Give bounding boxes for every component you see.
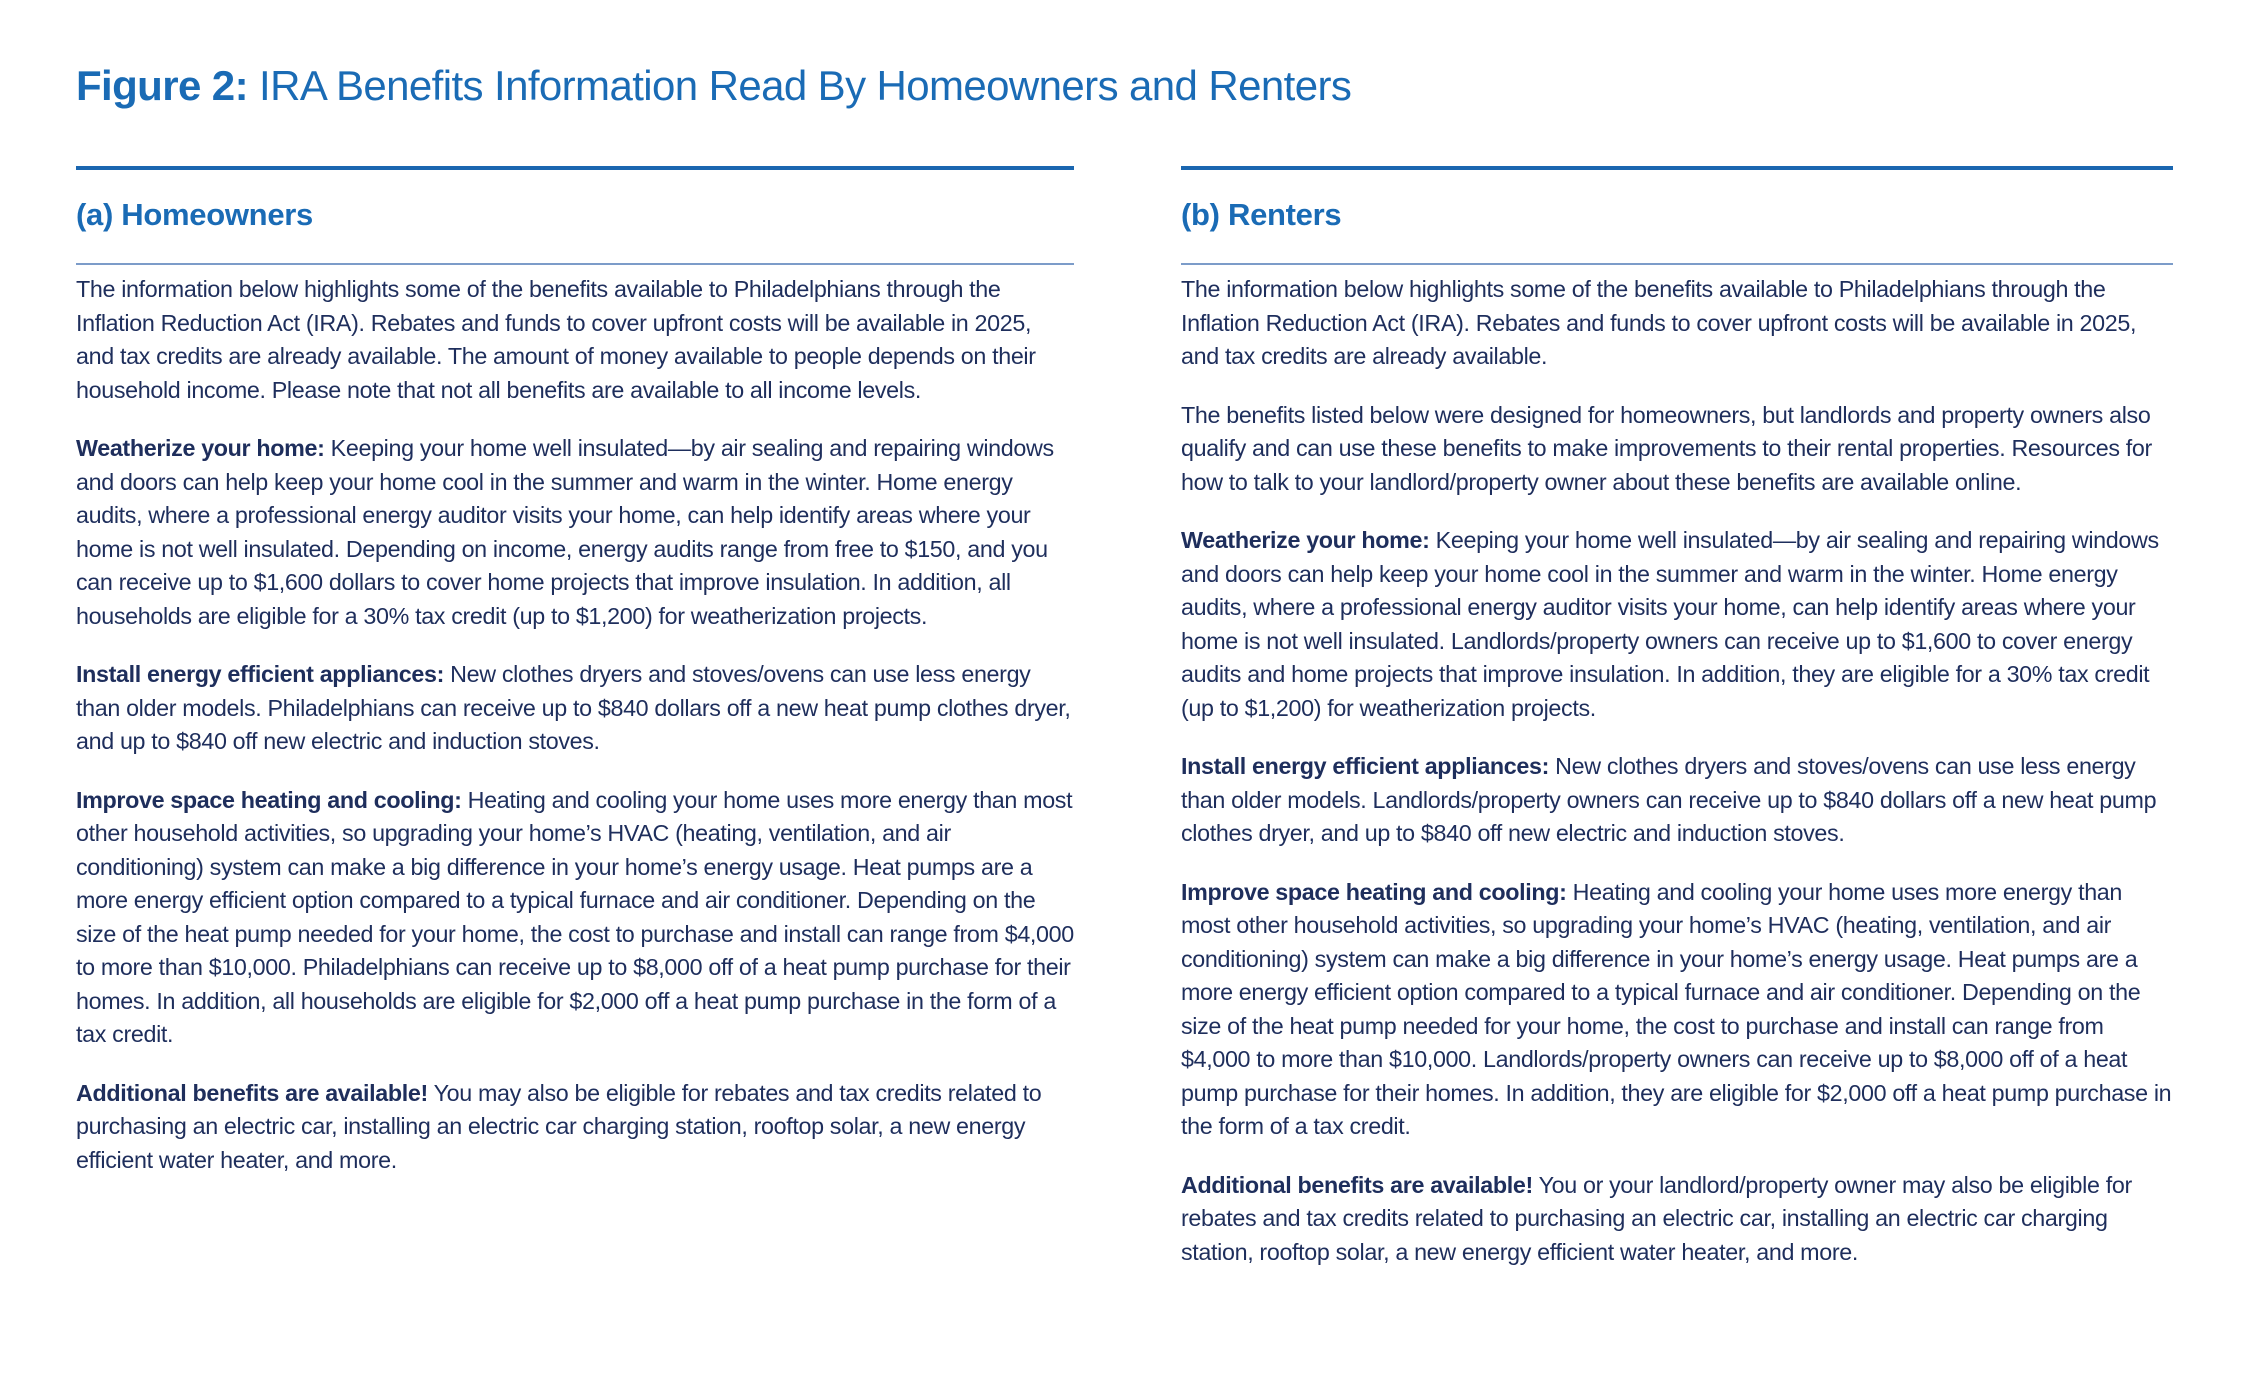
appliances-lead: Install energy efficient appliances:: [76, 661, 445, 687]
additional-benefits-text: You or your landlord/property owner may also be eligible for rebates and tax credits related to purchasing an electric car, installing an electric car charging station, rooftop solar, a new energy efficient water heater, and more.: [1181, 1171, 2132, 1265]
renters-heading: (b) Renters: [1181, 197, 1342, 232]
additional-benefits-text: You may also be eligible for rebates and tax credits related to purchasing an electric car, installing an electric car charging station, rooftop solar, a new energy efficient water heater, and more.: [76, 1079, 1042, 1173]
weatherize-text: Keeping your home well insulated—by air sealing and repairing windows and doors can help keep your home cool in the summer and warm in the winter. Home energy audits, where a professional energy auditor visits your home, can help identify areas where your home is not well insulated. Depending on income, energy audits range from free to $150, and you can receive up to $1,600 dollars to cover home projects that improve insulation. In addition, all households are eligible for a 30% tax credit (up to $1,200) for weatherization projects.: [76, 435, 1054, 629]
heating-cooling-text: Heating and cooling your home uses more energy than most other household activities, so upgrading your home’s HVAC (heating, ventilation, and air conditioning) system can make a big difference in your home’s energy usage. Heat pumps are a more energy efficient option compared to a typical furnace and air conditioner. Depending on the size of the heat pump needed for your home, the cost to purchase and install can range from $4,000 to more than $10,000. Landlords/property owners can receive up to $8,000 off of a heat pump purchase for their homes. In addition, they are eligible for $2,000 off a heat pump purchase in the form of a tax credit.: [1181, 878, 2172, 1139]
homeowners-heading: (a) Homeowners: [76, 197, 313, 232]
intro-paragraph: The information below highlights some of the benefits available to Philadelphians through the Inflation Reduction Act (IRA). Rebates and funds to cover upfront costs will be available in 2025, and tax credits are already available. The amount of money available to people depends on their household income. Please note that not all benefits are available to all income levels.: [76, 276, 1036, 403]
appliances-paragraph: [76, 658, 1074, 759]
additional-benefits-paragraph: [1181, 1169, 2173, 1270]
heating-cooling-lead: Improve space heating and cooling:: [76, 786, 462, 813]
figure-label: Figure 2:: [76, 62, 248, 109]
weatherize-text: Keeping your home well insulated—by air sealing and repairing windows and doors can help keep your home cool in the summer and warm in the winter. Home energy audits, where a professional energy auditor visits your home, can help identify areas where your home is not well insulated. Landlords/property owners can receive up to $1,600 to cover energy audits and home projects that improve insulation. In addition, they are eligible for a 30% tax credit (up to $1,200) for weatherization projects.: [1181, 527, 2159, 721]
appliances-lead: Install energy efficient appliances:: [1181, 753, 1550, 779]
heating-cooling-paragraph: [76, 784, 1074, 1052]
appliances-text: New clothes dryers and stoves/ovens can use less energy than older models. Philadelphians can receive up to $840 dollars off a new heat pump clothes dryer, and up to $840 off new electric and induction stoves.: [76, 661, 1071, 754]
additional-benefits-paragraph: [76, 1077, 1074, 1178]
renters-panel: [1181, 166, 2173, 1294]
heating-cooling-text: Heating and cooling your home uses more energy than most other household activities, so upgrading your home’s HVAC (heating, ventilation, and air conditioning) system can make a big difference in your home’s energy usage. Heat pumps are a more energy efficient option compared to a typical furnace and air conditioner. Depending on the size of the heat pump needed for your home, the cost to purchase and install can range from $4,000 to more than $10,000. Philadelphians can receive up to $8,000 off of a heat pump purchase for their homes. In addition, all households are eligible for $2,000 off a heat pump purchase in the form of a tax credit.: [76, 786, 1074, 1047]
appliances-paragraph: [1181, 750, 2173, 851]
homeowners-panel: [76, 166, 1074, 1202]
heating-cooling-paragraph: [1181, 876, 2173, 1144]
homeowners-body: [76, 265, 1074, 1177]
additional-benefits-lead: Additional benefits are available!: [76, 1079, 428, 1106]
figure-title: [76, 58, 1351, 114]
additional-benefits-lead: Additional benefits are available!: [1181, 1171, 1533, 1198]
renters-body: [1181, 265, 2173, 1269]
intro-paragraph: The information below highlights some of the benefits available to Philadelphians through the Inflation Reduction Act (IRA). Rebates and funds to cover upfront costs will be available in 2025, and tax credits are already available.: [1181, 276, 2137, 369]
weatherize-lead: Weatherize your home:: [1181, 527, 1430, 553]
appliances-text: New clothes dryers and stoves/ovens can use less energy than older models. Landlords/property owners can receive up to $840 dollars off a new heat pump clothes dryer, and up to $840 off new electric and induction stoves.: [1181, 753, 2157, 846]
figure-title-text: IRA Benefits Information Read By Homeowners and Renters: [247, 62, 1352, 109]
weatherize-lead: Weatherize your home:: [76, 435, 325, 461]
weatherize-paragraph: [76, 432, 1074, 633]
weatherize-paragraph: [1181, 524, 2173, 725]
landlord-note-paragraph: The benefits listed below were designed for homeowners, but landlords and property owners also qualify and can use these benefits to make improvements to their rental properties. Resources for how to talk to your landlord/property owner about these benefits are available online.: [1181, 401, 2152, 495]
heating-cooling-lead: Improve space heating and cooling:: [1181, 878, 1567, 905]
